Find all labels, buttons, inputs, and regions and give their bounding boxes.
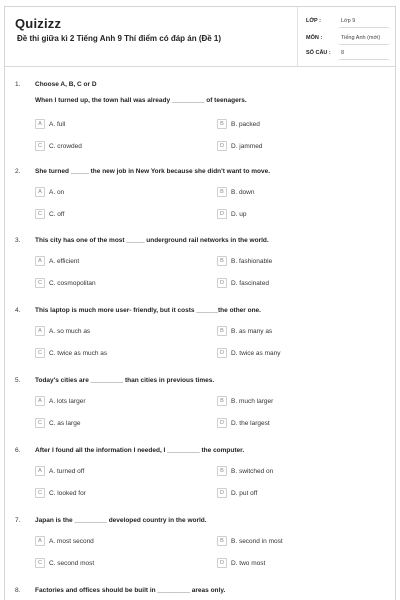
option-text: C. cosmopolitan xyxy=(49,279,96,287)
option-d[interactable] xyxy=(217,277,269,289)
option-a[interactable] xyxy=(35,325,90,337)
question-8 xyxy=(5,587,395,600)
option-a[interactable] xyxy=(35,395,86,407)
question-text: She turned _____ the new job in New York because she didn't want to move. xyxy=(35,168,270,175)
option-d[interactable] xyxy=(217,417,270,429)
question-number: 7. xyxy=(15,517,21,524)
option-text: B. down xyxy=(231,188,255,196)
question-number: 3. xyxy=(15,237,21,244)
option-letter-box: D xyxy=(217,141,227,151)
option-a[interactable] xyxy=(35,186,64,198)
option-text: D. put off xyxy=(231,489,258,497)
question-text: Factories and offices should be built in _________ areas only. xyxy=(35,587,226,594)
option-b[interactable] xyxy=(217,465,273,477)
option-text: A. turned off xyxy=(49,467,85,475)
option-c[interactable] xyxy=(35,277,96,289)
option-letter-box: A xyxy=(35,536,45,546)
option-letter-box: D xyxy=(217,488,227,498)
worksheet-header xyxy=(5,7,395,67)
option-text: B. switched on xyxy=(231,467,274,475)
question-subtext: When I turned up, the town hall was already _________ of teenagers. xyxy=(35,97,247,104)
option-text: C. as large xyxy=(49,419,81,427)
count-value: 8 xyxy=(341,50,345,56)
quizizz-logo: Quizizz xyxy=(15,16,62,31)
option-text: C. second most xyxy=(49,559,95,567)
option-c[interactable] xyxy=(35,347,107,359)
question-7 xyxy=(5,517,395,577)
option-text: A. on xyxy=(49,188,65,196)
option-letter-box: D xyxy=(217,418,227,428)
option-c[interactable] xyxy=(35,208,64,220)
question-number: 2. xyxy=(15,168,21,175)
option-text: D. the largest xyxy=(231,419,270,427)
question-text: Choose A, B, C or D xyxy=(35,81,97,88)
option-letter-box: C xyxy=(35,209,45,219)
option-letter-box: B xyxy=(217,466,227,476)
option-d[interactable] xyxy=(217,140,262,152)
option-a[interactable] xyxy=(35,535,94,547)
option-text: A. full xyxy=(49,120,66,128)
option-text: C. twice as much as xyxy=(49,349,108,357)
option-a[interactable] xyxy=(35,118,65,130)
option-text: C. looked for xyxy=(49,489,86,497)
option-c[interactable] xyxy=(35,487,86,499)
option-text: D. up xyxy=(231,210,247,218)
count-label: SỐ CÂU : xyxy=(306,50,331,56)
option-text: C. off xyxy=(49,210,65,218)
option-a[interactable] xyxy=(35,255,79,267)
option-letter-box: B xyxy=(217,326,227,336)
option-letter-box: B xyxy=(217,396,227,406)
option-text: B. packed xyxy=(231,120,260,128)
question-text: After I found all the information I needed, I _________ the computer. xyxy=(35,447,245,454)
option-text: B. fashionable xyxy=(231,257,273,265)
subject-underline xyxy=(339,44,389,45)
option-text: B. much larger xyxy=(231,397,274,405)
option-letter-box: D xyxy=(217,558,227,568)
option-text: A. efficient xyxy=(49,257,80,265)
option-text: A. most second xyxy=(49,537,94,545)
option-letter-box: B xyxy=(217,187,227,197)
option-letter-box: D xyxy=(217,209,227,219)
question-text: This city has one of the most _____ underground rail networks in the world. xyxy=(35,237,269,244)
option-b[interactable] xyxy=(217,118,260,130)
subject-label: MÔN : xyxy=(306,35,323,41)
question-6 xyxy=(5,447,395,507)
subject-value: Tiếng Anh (mới) xyxy=(341,35,381,41)
option-letter-box: B xyxy=(217,119,227,129)
option-text: B. second in most xyxy=(231,537,283,545)
question-text: This laptop is much more user- friendly, but it costs ______the other one. xyxy=(35,307,261,314)
class-value: Lớp 9 xyxy=(341,18,356,24)
option-text: A. lots larger xyxy=(49,397,86,405)
option-text: D. twice as many xyxy=(231,349,281,357)
question-5 xyxy=(5,377,395,437)
option-c[interactable] xyxy=(35,417,80,429)
option-b[interactable] xyxy=(217,186,255,198)
option-text: A. so much as xyxy=(49,327,91,335)
option-d[interactable] xyxy=(217,347,281,359)
option-letter-box: C xyxy=(35,418,45,428)
option-letter-box: A xyxy=(35,396,45,406)
option-letter-box: A xyxy=(35,326,45,336)
question-1 xyxy=(5,81,395,161)
option-text: D. two most xyxy=(231,559,266,567)
question-2 xyxy=(5,168,395,228)
question-text: Today's cities are _________ than cities in previous times. xyxy=(35,377,215,384)
option-d[interactable] xyxy=(217,557,265,569)
option-letter-box: A xyxy=(35,119,45,129)
question-number: 4. xyxy=(15,307,21,314)
option-letter-box: B xyxy=(217,536,227,546)
option-letter-box: B xyxy=(217,256,227,266)
option-a[interactable] xyxy=(35,465,84,477)
option-b[interactable] xyxy=(217,325,272,337)
header-divider xyxy=(297,7,298,67)
option-letter-box: C xyxy=(35,558,45,568)
option-text: D. jammed xyxy=(231,142,263,150)
question-number: 5. xyxy=(15,377,21,384)
class-underline xyxy=(339,27,389,28)
option-text: B. as many as xyxy=(231,327,273,335)
option-b[interactable] xyxy=(217,255,272,267)
question-3 xyxy=(5,237,395,297)
option-d[interactable] xyxy=(217,487,257,499)
option-letter-box: D xyxy=(217,348,227,358)
count-underline xyxy=(339,59,389,60)
question-4 xyxy=(5,307,395,367)
option-b[interactable] xyxy=(217,535,283,547)
option-letter-box: A xyxy=(35,466,45,476)
option-letter-box: C xyxy=(35,141,45,151)
document-title: Đề thi giữa kì 2 Tiếng Anh 9 Thí điểm có đáp án (Đề 1) xyxy=(17,34,222,43)
question-text: Japan is the _________ developed country in the world. xyxy=(35,517,207,524)
option-c[interactable] xyxy=(35,557,94,569)
worksheet-page xyxy=(4,6,396,600)
option-letter-box: C xyxy=(35,348,45,358)
class-label: LỚP : xyxy=(306,18,321,24)
option-letter-box: C xyxy=(35,278,45,288)
option-b[interactable] xyxy=(217,395,273,407)
question-number: 8. xyxy=(15,587,21,594)
option-letter-box: D xyxy=(217,278,227,288)
option-text: D. fascinated xyxy=(231,279,269,287)
option-d[interactable] xyxy=(217,208,247,220)
option-letter-box: A xyxy=(35,256,45,266)
option-letter-box: A xyxy=(35,187,45,197)
question-number: 1. xyxy=(15,81,21,88)
option-letter-box: C xyxy=(35,488,45,498)
option-text: C. crowded xyxy=(49,142,82,150)
question-number: 6. xyxy=(15,447,21,454)
option-c[interactable] xyxy=(35,140,82,152)
